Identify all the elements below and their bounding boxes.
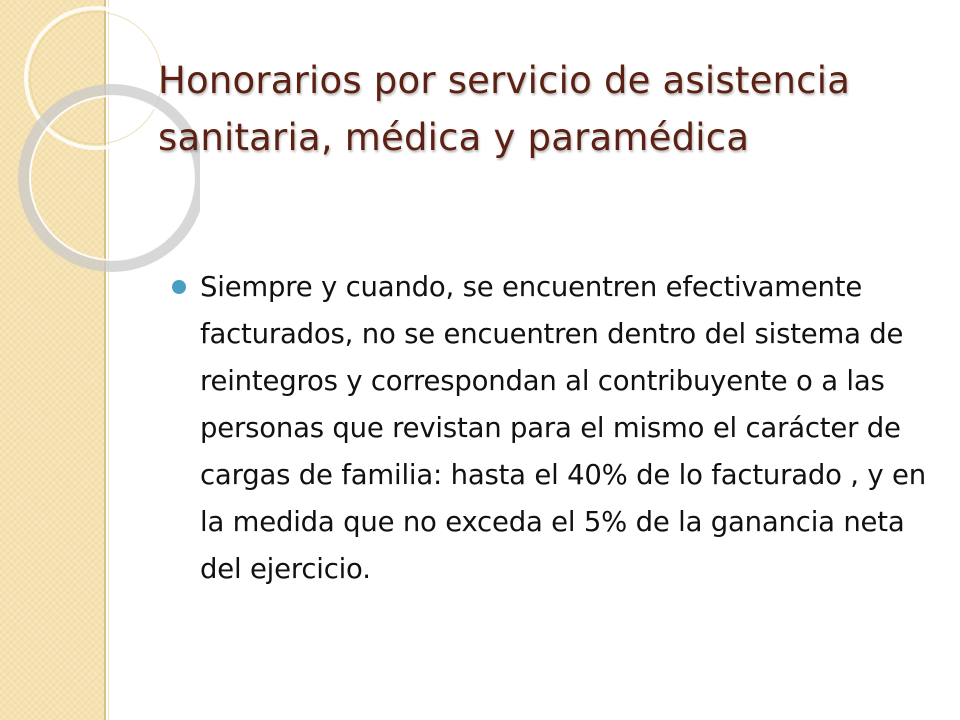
bullet-list — [200, 264, 940, 593]
bullet-item — [200, 264, 940, 593]
slide-title: Honorarios por servicio de asistencia sanitaria, médica y paramédica — [158, 59, 851, 159]
bullet-text: Siempre y cuando, se encuentren efectivamente facturados, no se encuentren dentro del sistema de reintegros y correspondan al contribuyente o a las personas que revistan para el mismo el carácter de cargas de familia: hasta el 40% de lo facturado , y en la medida que no exceda el 5% de la ganancia neta del ejercicio. — [200, 271, 926, 585]
bullet-dot-icon — [172, 280, 186, 294]
